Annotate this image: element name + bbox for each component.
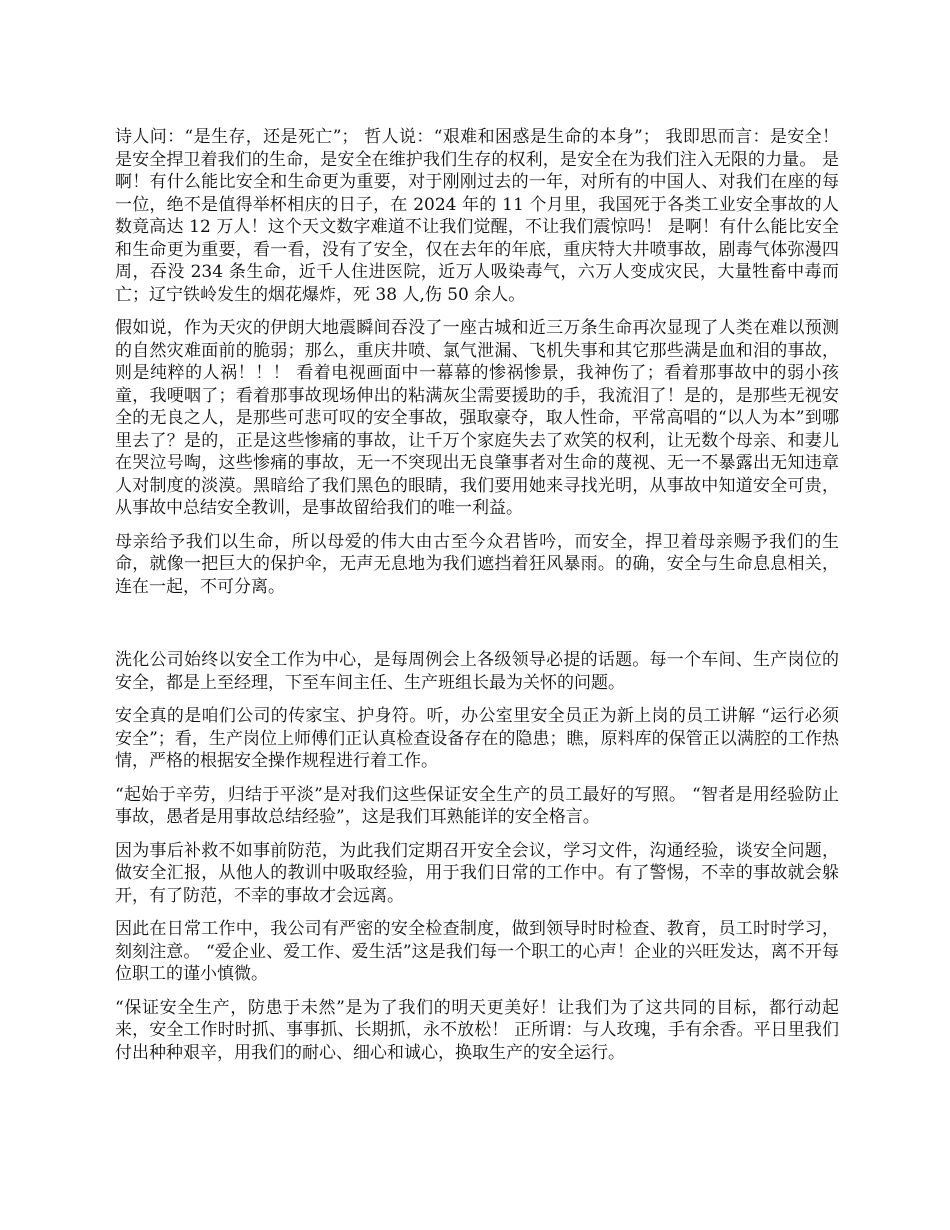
paragraph: “起始于辛劳，归结于平淡”是对我们这些保证安全生产的员工最好的写照。 “智者是用经验防止事故，愚者是用事故总结经验”，这是我们耳熟能详的安全格言。 — [115, 784, 839, 827]
section-spacer — [115, 609, 839, 649]
paragraph: “保证安全生产，防患于未然”是为了我们的明天更美好！让我们为了这共同的目标，都行动起来，安全工作时时抓、事事抓、长期抓，永不放松！ 正所谓：与人玫瑰，手有余香。平日里我们付出种种艰辛，用我们的耐心、细心和诚心，换取生产的安全运行。 — [115, 997, 839, 1063]
paragraph: 因此在日常工作中，我公司有严密的安全检查制度，做到领导时时检查、教育，员工时时学习，刻刻注意。 “爱企业、爱工作、爱生活”这是我们每一个职工的心声！企业的兴旺发达，离不开每位职工的谨小慎微。 — [115, 919, 839, 984]
paragraph: 洗化公司始终以安全工作为中心，是每周例会上各级领导必提的话题。每一个车间、生产岗位的安全，都是上至经理，下至车间主任、生产班组长最为关怀的问题。 — [115, 650, 839, 693]
paragraph: 假如说，作为天灾的伊朗大地震瞬间吞没了一座古城和近三万条生命再次显现了人类在难以预测的自然灾难面前的脆弱；那么，重庆井喷、氯气泄漏、飞机失事和其它那些满是血和泪的事故，则是纯粹的人祸！！！ 看着电视画面中一幕幕的惨祸惨景，我神伤了；看着那事故中的弱小孩童，我哽咽了；看着那事故现场伸出的粘满灰尘需要援助的手，我流泪了！是的，是那些无视安全的无良之人，是那些可悲可叹的安全事故，强取豪夺，取人性命，平常高唱的“以人为本”到哪里去了？是的，正是这些惨痛的事故，让千万个家庭失去了欢笑的权利，让无数个母亲、和妻儿在哭泣号啕，这些惨痛的事故，无一不突现出无良肇事者对生命的蔑视、无一不暴露出无知违章人对制度的淡漠。黑暗给了我们黑色的眼睛，我们要用她来寻找光明，从事故中知道安全可贵，从事故中总结安全教训，是事故留给我们的唯一利益。 — [115, 318, 839, 518]
paragraph: 因为事后补救不如事前防范，为此我们定期召开安全会议，学习文件，沟通经验，谈安全问题，做安全汇报，从他人的教训中吸取经验，用于我们日常的工作中。有了警惕，不幸的事故就会躲开，有了防范，不幸的事故才会远离。 — [115, 840, 839, 906]
essay-section-2 — [115, 649, 839, 1064]
essay-section-1 — [115, 126, 839, 598]
paragraph: 诗人问：“是生存，还是死亡”； 哲人说：“艰难和困惑是生命的本身”； 我即思而言：是安全！是安全捍卫着我们的生命，是安全在维护我们生存的权利，是安全在为我们注入无限的力量。 是啊！有什么能比安全和生命更为重要，对于刚刚过去的一年，对所有的中国人、对我们在座的每一位，绝不是值得举杯相庆的日子，在 2024 年的 11 个月里，我国死于各类工业安全事故的人数竟高达 12 万人！这个天文数字难道不让我们觉醒，不让我们震惊吗！ 是啊！有什么能比安全和生命更为重要，看一看，没有了安全，仅在去年的年底，重庆特大井喷事故，剧毒气体弥漫四周，吞没 234 条生命，近千人住进医院，近万人吸染毒气，六万人变成灾民，大量牲畜中毒而亡；辽宁铁岭发生的烟花爆炸，死 38 人,伤 50 余人。 — [115, 127, 839, 305]
document-page — [115, 126, 839, 1075]
paragraph: 安全真的是咱们公司的传家宝、护身符。听，办公室里安全员正为新上岗的员工讲解 “运行必须安全”；看，生产岗位上师傅们正认真检查设备存在的隐患；瞧，原料库的保管正以满腔的工作热情，严格的根据安全操作规程进行着工作。 — [115, 706, 839, 771]
paragraph: 母亲给予我们以生命，所以母爱的伟大由古至今众君皆吟，而安全，捍卫着母亲赐予我们的生命，就像一把巨大的保护伞，无声无息地为我们遮挡着狂风暴雨。的确，安全与生命息息相关，连在一起，不可分离。 — [115, 531, 839, 597]
